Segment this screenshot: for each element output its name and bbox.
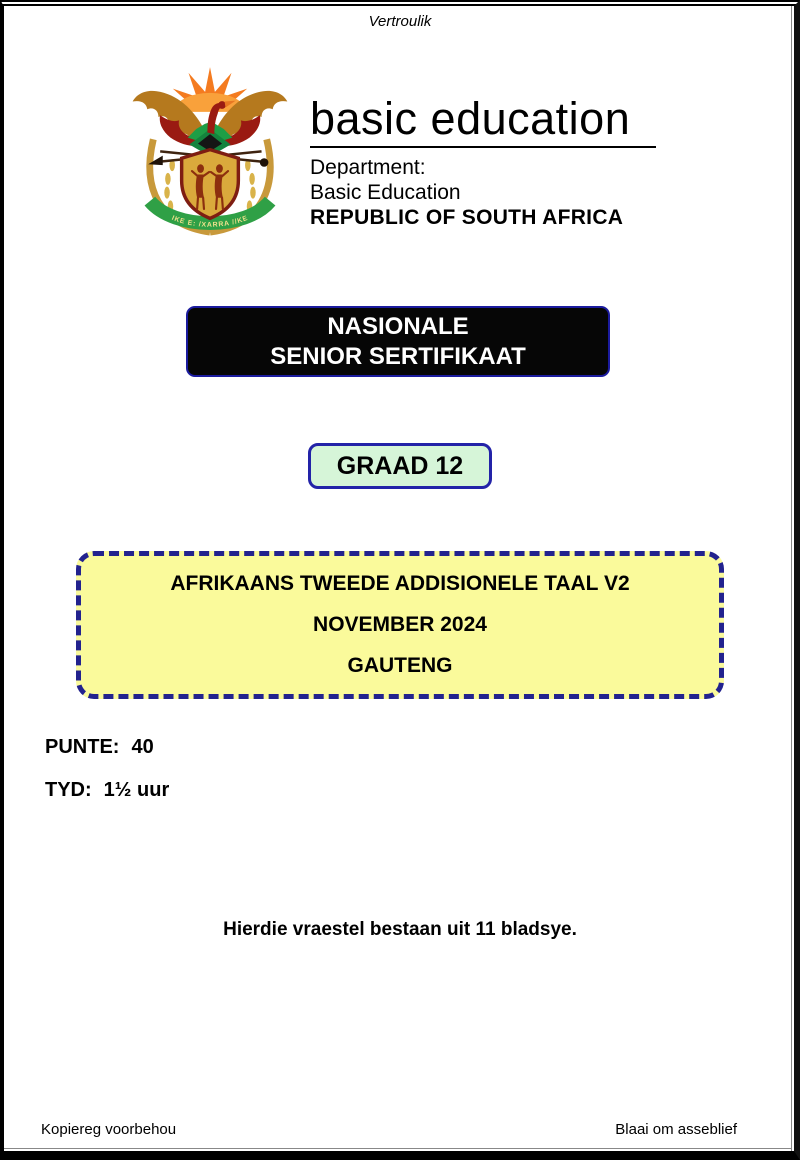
grade-label: GRAAD 12 xyxy=(336,451,464,480)
pages-note: Hierdie vraestel bestaan uit 11 bladsye. xyxy=(223,919,577,940)
wheat-ears-left xyxy=(164,159,175,212)
coat-of-arms-icon xyxy=(124,62,296,251)
country-name: REPUBLIC OF SOUTH AFRICA xyxy=(310,206,624,229)
marks-value: 40 xyxy=(131,736,154,758)
marks-row xyxy=(45,736,154,759)
exam-title-box xyxy=(76,551,724,699)
department-header xyxy=(124,62,656,251)
brand-wordmark: basic education xyxy=(310,93,631,144)
department-identity xyxy=(310,62,656,251)
department-label: Department: xyxy=(310,156,426,179)
exam-subject: AFRIKAANS TWEEDE ADDISIONELE TAAL V2 xyxy=(170,572,630,596)
time-row xyxy=(45,779,169,802)
marks-label: PUNTE: xyxy=(45,736,120,758)
turn-over-note: Blaai om asseblief xyxy=(615,1121,737,1138)
department-name: Basic Education xyxy=(310,181,461,204)
certificate-banner xyxy=(186,306,610,377)
shield xyxy=(182,150,239,219)
exam-region: GAUTENG xyxy=(347,653,453,677)
confidential-label: Vertroulik xyxy=(368,13,432,30)
page-footer xyxy=(41,1121,737,1138)
exam-session: NOVEMBER 2024 xyxy=(313,612,487,636)
motto-text: IKE E: /XARRA //KE xyxy=(170,214,250,229)
wheat-ears-right xyxy=(245,159,256,212)
time-label: TYD: xyxy=(45,779,92,801)
certificate-line1: NASIONALE xyxy=(327,312,469,340)
time-value: 1½ uur xyxy=(103,779,170,801)
grade-badge xyxy=(308,443,492,489)
brand-underline xyxy=(310,146,656,148)
copyright-note: Kopiereg voorbehou xyxy=(41,1121,177,1138)
certificate-line2: SENIOR SERTIFIKAAT xyxy=(270,342,526,370)
